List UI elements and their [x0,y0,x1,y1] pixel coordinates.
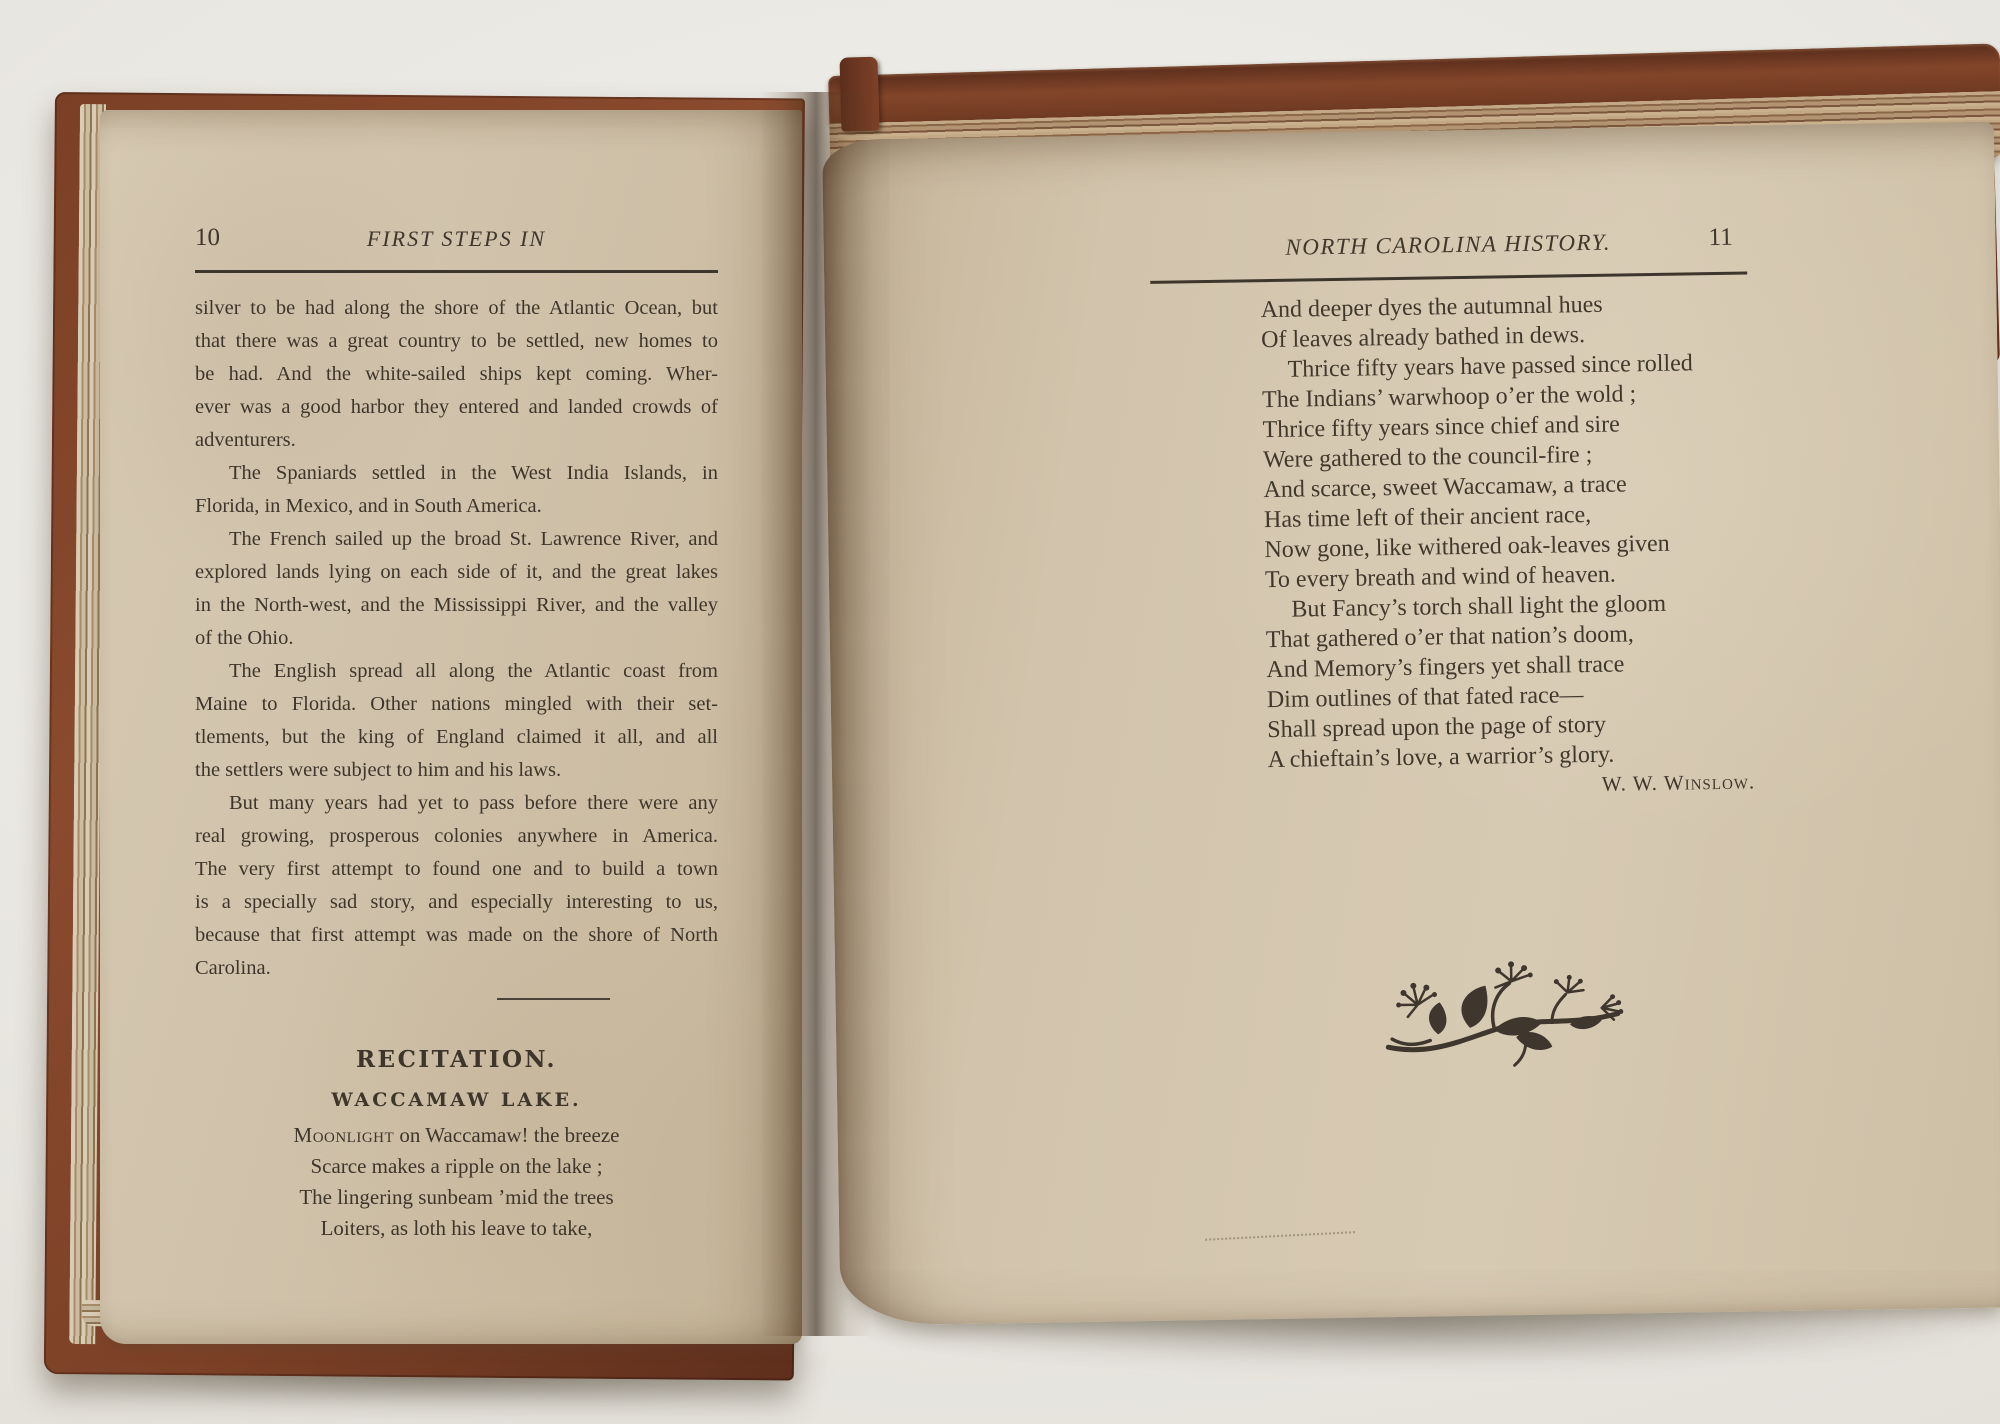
header-rule [195,270,718,273]
poem-line: Scarce makes a ripple on the lake ; [310,1154,603,1178]
text-line: adventurers. [195,429,296,451]
paragraph [195,292,718,457]
book-page-right [822,122,2000,1326]
page-number: 11 [1708,223,1733,252]
poem-line: And Memory’s fingers yet shall trace [1266,651,1625,684]
spine-hinge [839,57,879,132]
poem-text [1260,287,1767,775]
poem-lines [195,1151,718,1244]
poem-line: But Fancy’s torch shall light the gloom [1291,590,1667,623]
poem-line: The Indians’ warwhoop o’er the wold ; [1261,381,1637,414]
paragraph [195,457,718,523]
running-header: NORTH CAROLINA HISTORY. [1285,229,1612,260]
poem-line: And deeper dyes the autumnal hues [1260,291,1603,324]
text-line: The French sailed up the broad St. Lawrence River, and [229,528,718,550]
text-line: be had. And the white-sailed ships kept coming. Wher- [195,363,718,385]
text-line: Florida, in Mexico, and in South America. [195,495,542,517]
poem-line [195,1120,718,1151]
text-line: The English spread all along the Atlantic coast from [229,660,718,682]
poem-line: Thrice fifty years have passed since rolled [1287,350,1693,383]
page-header-right [1149,221,1747,270]
poem-line: Dim outlines of that fated race— [1266,682,1584,714]
poem-line: Were gathered to the council-fire ; [1262,441,1593,474]
poem-line: Thrice fifty years since chief and sire [1262,411,1620,444]
poem-title: WACCAMAW LAKE. [331,1089,582,1111]
poem-lead-rest: on Waccamaw! the breeze [394,1123,620,1147]
poem-line: Shall spread upon the page of story [1267,711,1607,744]
poem-line: Has time left of their ancient race, [1263,501,1592,534]
section-divider-rule [497,998,610,1000]
text-line: that there was a great country to be settled, new homes to [195,330,718,352]
text-line: is a specially sad story, and especially interesting to us, [195,891,718,913]
poem-lead-word: Moonlight [293,1123,395,1147]
text-line: in the North-west, and the Mississippi River, and the valley [195,594,718,616]
running-header: FIRST STEPS IN [366,226,547,251]
poem-line: And scarce, sweet Waccamaw, a trace [1263,471,1627,504]
text-line: Carolina. [195,957,271,979]
poem-line: Loiters, as loth his leave to take, [320,1216,593,1240]
poem-attribution: W. W. Winslow. [1601,769,1756,796]
poem-line: That gathered o’er that nation’s doom, [1265,621,1634,654]
paragraph [195,523,718,655]
text-line: tlements, but the king of England claimed it all, and all [195,726,718,748]
book-page-left [100,110,802,1344]
poem-line: The lingering sunbeam ’mid the trees [299,1185,614,1209]
text-line: real growing, prosperous colonies anywhere in America. [195,825,718,847]
paragraph [195,655,718,787]
floral-sprig-ornament [1373,959,1635,1078]
poem-line: Of leaves already bathed in dews. [1260,322,1586,354]
text-line: The very first attempt to found one and to build a town [195,858,718,880]
body-text [195,292,718,985]
poem-line: Now gone, like withered oak-leaves given [1264,530,1670,564]
text-line: of the Ohio. [195,627,294,649]
section-heading: RECITATION. [355,1046,558,1073]
text-line: Maine to Florida. Other nations mingled with their set- [195,693,718,715]
pencil-smudge [1205,1231,1355,1251]
poem-line: To every breath and wind of heaven. [1264,561,1616,594]
text-line: The Spaniards settled in the West India Islands, in [229,462,718,484]
poem-line: A chieftain’s love, a warrior’s glory. [1267,741,1615,774]
poem-text [195,1120,718,1244]
text-line: the settlers were subject to him and his laws. [195,759,562,781]
text-line: because that first attempt was made on the shore of North [195,924,718,946]
text-line: But many years had yet to pass before there were any [229,792,718,814]
page-number: 10 [195,224,220,251]
text-line: silver to be had along the shore of the Atlantic Ocean, but [195,297,718,319]
text-line: explored lands lying on each side of it, and the great lakes [195,561,718,583]
header-rule [1150,271,1747,283]
paragraph [195,787,718,985]
text-line: ever was a good harbor they entered and landed crowds of [195,396,718,418]
